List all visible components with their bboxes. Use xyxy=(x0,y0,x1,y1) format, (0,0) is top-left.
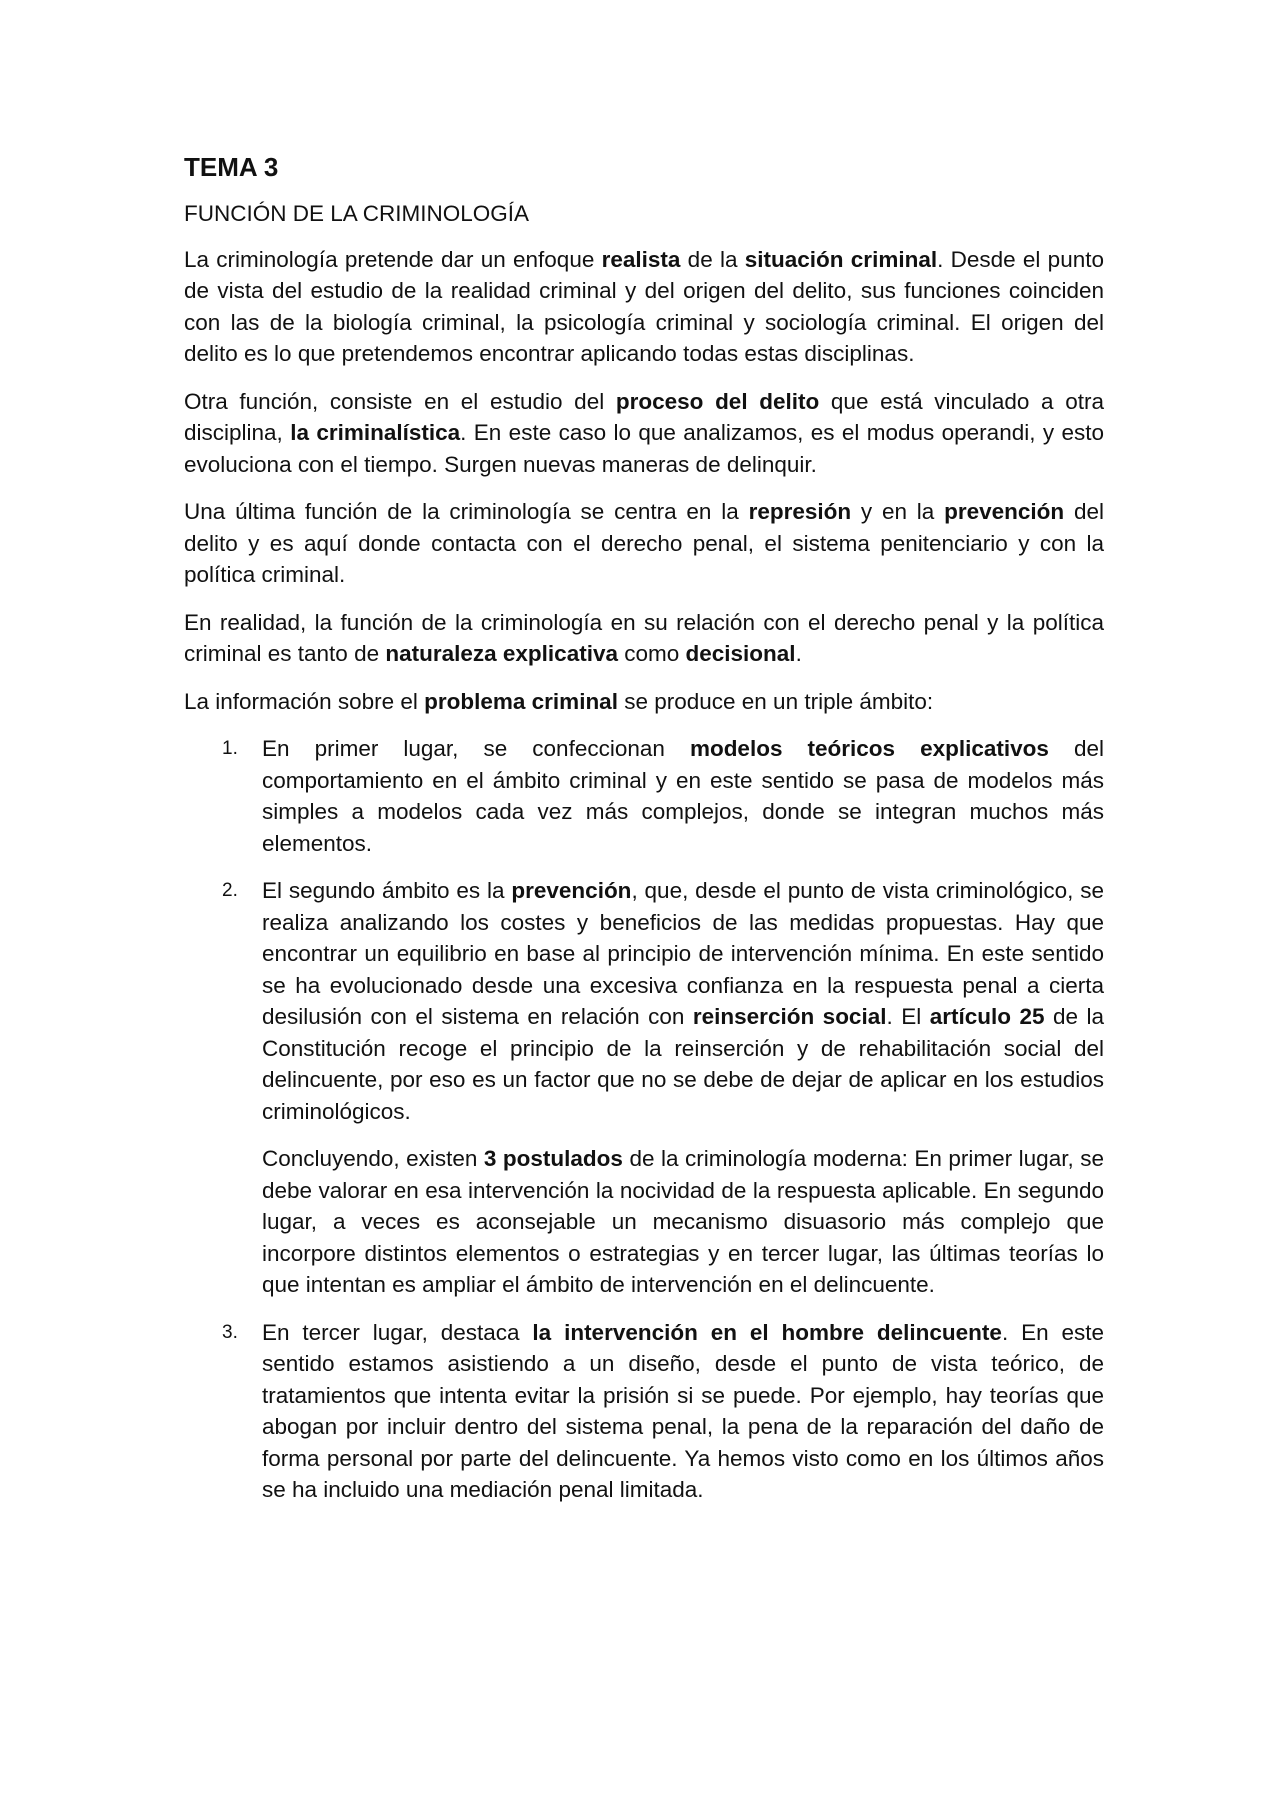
list-item xyxy=(184,1317,1104,1506)
list-number: 1. xyxy=(222,738,238,759)
paragraph-2: Otra función, consiste en el estudio del proceso del delito que está vinculado a otra disciplina, la criminalística. En este caso lo que analizamos, es el modus operandi, y esto evoluciona con el tiempo. Surgen nuevas maneras de delinquir. xyxy=(184,388,1104,477)
list-item xyxy=(184,733,1104,859)
section-subtitle: FUNCIÓN DE LA CRIMINOLOGÍA xyxy=(184,201,530,226)
list-number: 3. xyxy=(222,1321,238,1343)
list-item-text: El segundo ámbito es la prevención, que, desde el punto de vista criminológico, se realiza analizando los costes y beneficios de las medidas propuestas. Hay que encontrar un equilibrio en base al principio de intervención mínima. En este sentido se ha evolucionado desde una excesiva confianza en la respuesta penal a cierta desilusión con el sistema en relación con reinserción social. El artículo 25 de la Constitución recoge el principio de la reinserción y de rehabilitación social del delincuente, por eso es un factor que no se debe de dejar de aplicar en los estudios criminológicos. xyxy=(262,878,1104,1124)
numbered-list xyxy=(184,733,1104,1506)
list-item-subparagraph: Concluyendo, existen 3 postulados de la criminología moderna: En primer lugar, se debe valorar en esa intervención la nocividad de la respuesta aplicable. En segundo lugar, a veces es aconsejable un mecanismo disuasorio más complejo que incorpore distintos elementos o estrategias y en tercer lugar, las últimas teorías lo que intentan es ampliar el ámbito de intervención en el delincuente. xyxy=(262,1146,1104,1297)
list-item xyxy=(184,875,1104,1301)
paragraph-4: En realidad, la función de la criminología en su relación con el derecho penal y la política criminal es tanto de naturaleza explicativa como decisional. xyxy=(184,609,1104,666)
list-item-text: En primer lugar, se confeccionan modelos teóricos explicativos del comportamiento en el ámbito criminal y en este sentido se pasa de modelos más simples a modelos cada vez más complejos, donde se integran muchos más elementos. xyxy=(262,736,1104,856)
list-item-text: En tercer lugar, destaca la intervención en el hombre delincuente. En este sentido estamos asistiendo a un diseño, desde el punto de vista teórico, de tratamientos que intenta evitar la prisión si se puede. Por ejemplo, hay teorías que abogan por incluir dentro del sistema penal, la pena de la reparación del daño de forma personal por parte del delincuente. Ya hemos visto como en los últimos años se ha incluido una mediación penal limitada. xyxy=(262,1319,1105,1502)
paragraph-1: La criminología pretende dar un enfoque realista de la situación criminal. Desde el punto de vista del estudio de la realidad criminal y del origen del delito, sus funciones coinciden con las de la biología criminal, la psicología criminal y sociología criminal. El origen del delito es lo que pretendemos encontrar aplicando todas estas disciplinas. xyxy=(184,246,1104,366)
paragraph-5: La información sobre el problema criminal se produce en un triple ámbito: xyxy=(184,688,934,714)
page-title: TEMA 3 xyxy=(184,152,279,182)
list-number: 2. xyxy=(222,880,238,901)
paragraph-3: Una última función de la criminología se centra en la represión y en la prevención del delito y es aquí donde contacta con el derecho penal, el sistema penitenciario y con la política criminal. xyxy=(184,499,1105,587)
document-page xyxy=(184,150,1104,1522)
